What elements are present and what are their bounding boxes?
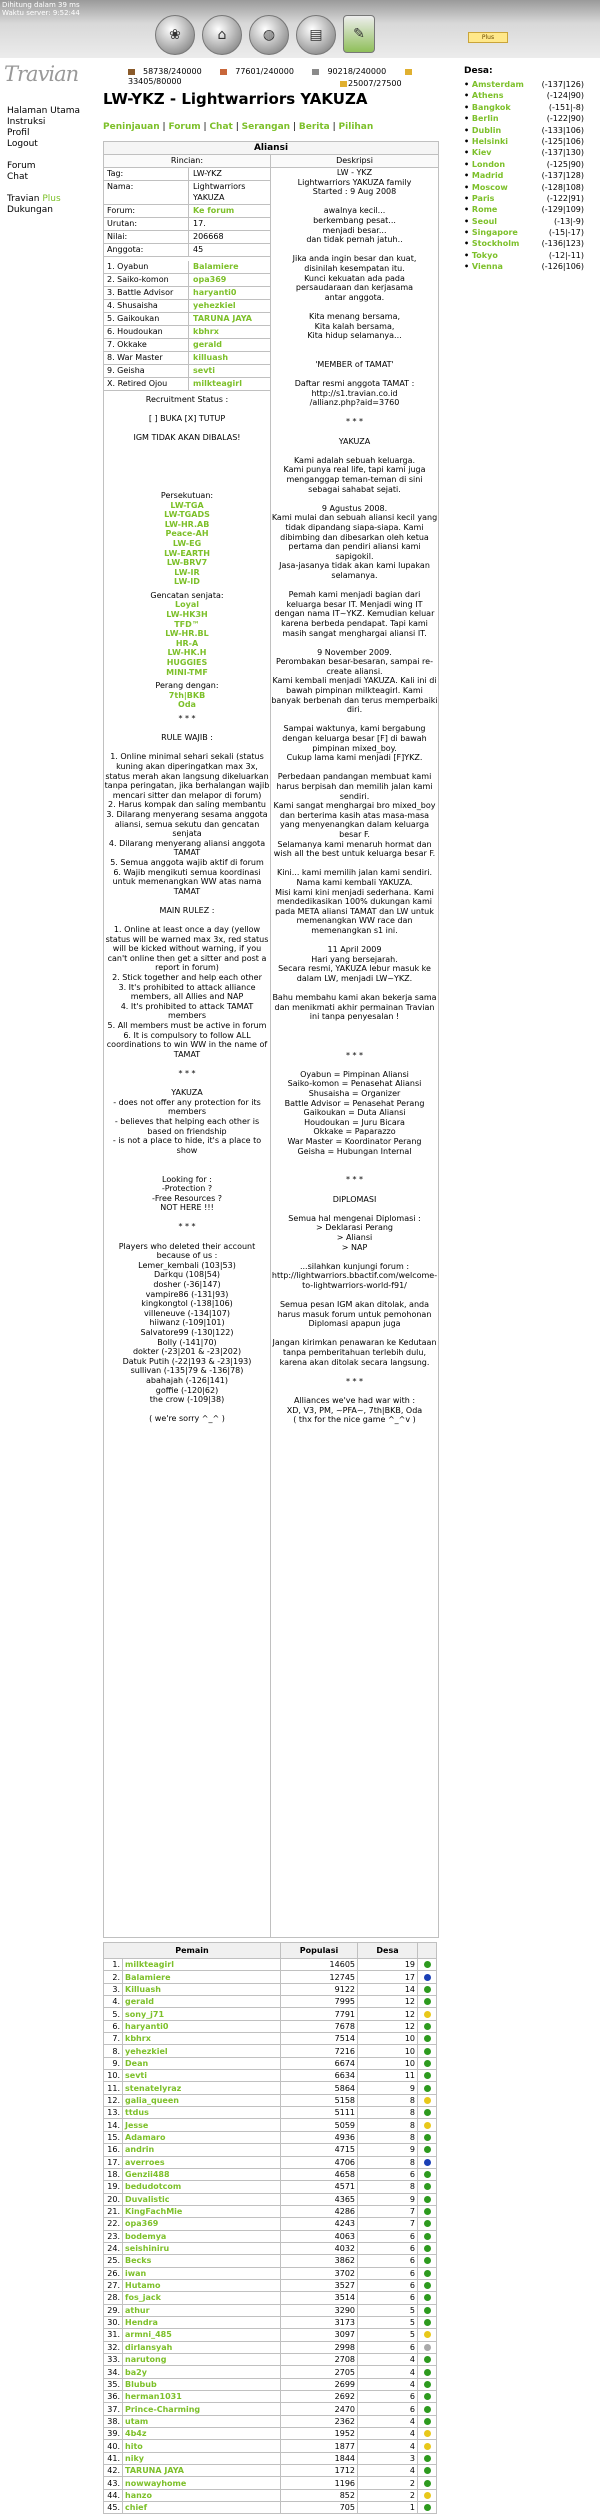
table-row: 25. Becks 3862 6 — [104, 2255, 437, 2267]
nav-icons — [155, 15, 375, 55]
table-row: 38. utam 2362 4 — [104, 2415, 437, 2427]
generation-time: Dihitung dalam 39 ms Waktu server: 9:52:44 — [2, 1, 80, 17]
status-dot-icon — [424, 2048, 431, 2055]
player-link[interactable]: stenatelyraz — [123, 2082, 281, 2094]
table-row: 37. Prince-Charming 2470 6 — [104, 2403, 437, 2415]
player-link[interactable]: yehezkiel — [123, 2045, 281, 2057]
role-row: X. Retired Ojou milkteagirl — [104, 378, 270, 391]
village-link[interactable]: • Madrid — [464, 170, 503, 181]
village-item[interactable] — [464, 113, 584, 124]
village-coords: (-122|91) — [546, 193, 584, 203]
table-row: 42. TARUNA JAYA 1712 4 — [104, 2465, 437, 2477]
table-row: 1. milkteagirl 14605 19 — [104, 1959, 437, 1971]
player-header: Pemain — [104, 1943, 281, 1959]
table-row: 35. Blubub 2699 4 — [104, 2378, 437, 2390]
player-link[interactable]: galia_queen — [123, 2094, 281, 2106]
table-row: 40. hito 1877 4 — [104, 2440, 437, 2452]
reports-icon[interactable]: ✎ — [343, 15, 375, 53]
confed-link[interactable]: LW-EG — [172, 538, 202, 548]
village-coords: (-133|106) — [541, 125, 584, 135]
village-item[interactable] — [464, 227, 584, 238]
confed-link[interactable]: LW-ID — [174, 577, 200, 587]
alliance-profile-table — [103, 141, 439, 1938]
player-link[interactable]: sevti — [123, 2070, 281, 2082]
status-dot-icon — [424, 2109, 431, 2116]
player-link[interactable]: Adamaro — [123, 2131, 281, 2143]
status-dot-icon — [424, 2146, 431, 2153]
player-link[interactable]: utam — [123, 2415, 281, 2427]
clay-icon — [220, 69, 227, 75]
info-row: Anggota: 45 — [104, 244, 270, 257]
village-link[interactable]: • Singapore — [464, 227, 518, 238]
table-row: 22. opa369 4243 7 — [104, 2218, 437, 2230]
war-link[interactable]: 7th|BKB — [168, 690, 206, 700]
table-row: 8. yehezkiel 7216 10 — [104, 2045, 437, 2057]
status-dot-icon — [424, 2480, 431, 2487]
consumption-icon — [340, 81, 347, 87]
table-row: 45. chief 705 1 — [104, 2502, 437, 2514]
table-row: 16. andrin 4715 9 — [104, 2144, 437, 2156]
nap-link[interactable]: LW-HR.BL — [165, 629, 209, 639]
player-link[interactable]: gerald — [123, 1996, 281, 2008]
tab-news[interactable]: Berita — [298, 122, 330, 132]
role-player-link[interactable]: Balamiere — [193, 262, 239, 271]
nap-link[interactable]: LW-HK.H — [167, 648, 207, 658]
status-dot-icon — [424, 1974, 431, 1981]
player-link[interactable]: Duvalistic — [123, 2193, 281, 2205]
village-overview-icon[interactable]: ❀ — [155, 15, 195, 55]
village-link[interactable]: • Berlin — [464, 113, 499, 124]
tab-attacks[interactable]: Serangan — [241, 122, 291, 132]
village-link[interactable]: • London — [464, 159, 505, 170]
table-row: 33. narutong 2708 4 — [104, 2354, 437, 2366]
status-dot-icon — [424, 2430, 431, 2437]
role-player-link[interactable]: haryanti0 — [193, 288, 237, 297]
recruitment-status: Recruitment Status : [ ] BUKA [X] TUTUP IGM TIDAK AKAN DIBALAS! Persekutuan: — [133, 395, 241, 500]
village-link[interactable]: • Paris — [464, 193, 494, 204]
status-dot-icon — [424, 2393, 431, 2400]
role-player-link[interactable]: milkteagirl — [193, 379, 242, 388]
village-coords: (-124|90) — [546, 91, 584, 101]
map-icon[interactable]: ◍ — [249, 15, 289, 55]
player-link[interactable]: Dean — [123, 2057, 281, 2069]
role-row: 8. War Master killuash — [104, 352, 270, 365]
player-link[interactable]: narutong — [123, 2354, 281, 2366]
village-coords: (-12|-11) — [548, 250, 584, 260]
status-dot-icon — [424, 2455, 431, 2462]
wood-amount: 58738/240000 — [143, 67, 202, 76]
village-link[interactable]: • Moscow — [464, 182, 508, 193]
plus-button[interactable]: Plus — [468, 32, 508, 43]
village-item[interactable] — [464, 250, 584, 261]
status-dot-icon — [424, 2122, 431, 2129]
wood-icon — [128, 69, 135, 75]
menu-logout[interactable]: Logout — [7, 139, 38, 149]
status-dot-icon — [424, 1986, 431, 1993]
player-link[interactable]: Hutamo — [123, 2279, 281, 2291]
table-row: 11. stenatelyraz 5864 9 — [104, 2082, 437, 2094]
table-row: 4. gerald 7995 12 — [104, 1996, 437, 2008]
nap-link[interactable]: MINI-TMF — [166, 667, 208, 677]
status-dot-icon — [424, 2208, 431, 2215]
village-item[interactable] — [464, 159, 584, 170]
table-row: 18. Genzii488 4658 6 — [104, 2168, 437, 2180]
table-row: 24. seishiniru 4032 6 — [104, 2242, 437, 2254]
nap-link[interactable]: Loyal — [175, 600, 199, 610]
table-row: 41. niky 1844 3 — [104, 2452, 437, 2464]
village-link[interactable]: • Bangkok — [464, 102, 511, 113]
role-player-link[interactable]: TARUNA JAYA — [193, 314, 252, 323]
player-link[interactable]: Genzii488 — [123, 2168, 281, 2180]
table-row: 15. Adamaro 4936 8 — [104, 2131, 437, 2143]
nap-link[interactable]: HR-A — [175, 638, 199, 648]
village-coords: (-151|-8) — [548, 102, 584, 112]
status-dot-icon — [424, 1961, 431, 1968]
player-link[interactable]: bedudotcom — [123, 2181, 281, 2193]
village-item[interactable] — [464, 79, 584, 90]
status-dot-icon — [424, 2183, 431, 2190]
menu-instructions[interactable]: Instruksi — [7, 117, 46, 127]
forum-link[interactable]: Ke forum — [193, 206, 235, 215]
crop-amount: 33405/80000 — [128, 77, 182, 86]
table-row: 43. nowwayhome 1196 2 — [104, 2477, 437, 2489]
statistics-icon[interactable]: ▤ — [296, 15, 336, 55]
war-list — [104, 691, 270, 710]
role-player-link[interactable]: yehezkiel — [193, 301, 236, 310]
info-row: Tag: LW-YKZ — [104, 168, 270, 181]
table-row: 21. KingFachMie 4286 7 — [104, 2205, 437, 2217]
iron-amount: 90218/240000 — [327, 67, 387, 76]
village-link[interactable]: • Seoul — [464, 216, 497, 227]
player-link[interactable]: KingFachMie — [123, 2205, 281, 2217]
status-dot-icon — [424, 2245, 431, 2252]
player-link[interactable]: hito — [123, 2440, 281, 2452]
table-row: 5. sony_j71 7791 12 — [104, 2008, 437, 2020]
status-dot-icon — [424, 2011, 431, 2018]
village-item[interactable] — [464, 193, 584, 204]
status-dot-icon — [424, 2035, 431, 2042]
table-row: 19. bedudotcom 4571 8 — [104, 2181, 437, 2193]
player-link[interactable]: sony_j71 — [123, 2008, 281, 2020]
village-coords: (-13|-9) — [554, 216, 584, 226]
player-link[interactable]: Jesse — [123, 2119, 281, 2131]
table-row: 10. sevti 6634 11 — [104, 2070, 437, 2082]
info-row: Forum: Ke forum — [104, 205, 270, 218]
table-row: 39. 4b4z 1952 4 — [104, 2428, 437, 2440]
table-row: 31. armni_485 3097 5 — [104, 2329, 437, 2341]
status-dot-icon — [424, 2097, 431, 2104]
village-link[interactable]: • Stockholm — [464, 238, 519, 249]
status-dot-icon — [424, 2220, 431, 2227]
nap-link[interactable]: HUGGIES — [166, 658, 208, 668]
status-dot-icon — [424, 2282, 431, 2289]
table-row: 34. ba2y 2705 4 — [104, 2366, 437, 2378]
village-coords: (-15|-17) — [548, 228, 584, 238]
village-list — [464, 66, 584, 273]
village-coords: (-137|126) — [541, 80, 584, 89]
nap-title: Gencatan senjata: — [150, 590, 224, 600]
village-link[interactable]: • Dublin — [464, 125, 501, 136]
tab-options[interactable]: Pilihan — [338, 122, 374, 132]
village-item[interactable] — [464, 90, 584, 101]
player-link[interactable]: iwan — [123, 2267, 281, 2279]
village-coords: (-137|130) — [541, 148, 584, 158]
role-row: 3. Battle Advisor haryanti0 — [104, 287, 270, 300]
confed-link[interactable]: LW-TGADS — [164, 510, 210, 520]
clay-amount: 77601/240000 — [235, 67, 294, 76]
status-dot-icon — [424, 2307, 431, 2314]
alliance-details — [104, 168, 270, 1424]
confed-link[interactable]: LW-HR.AB — [164, 519, 210, 529]
table-row: 44. hanzo 852 2 — [104, 2489, 437, 2501]
role-row: 9. Geisha sevti — [104, 365, 270, 378]
player-link[interactable]: opa369 — [123, 2218, 281, 2230]
confed-link[interactable]: LW-TGA — [170, 500, 204, 510]
confederation-list — [104, 501, 270, 587]
status-dot-icon — [424, 2023, 431, 2030]
player-link[interactable]: Becks — [123, 2255, 281, 2267]
tab-overview[interactable]: Peninjauan — [103, 122, 160, 132]
war-title: Perang dengan: — [155, 681, 219, 691]
status-dot-icon — [424, 2369, 431, 2376]
village-coords: (-137|128) — [541, 171, 584, 181]
table-row: 28. fos_jack 3514 6 — [104, 2292, 437, 2304]
status-dot-icon — [424, 2294, 431, 2301]
top-navigation-bar — [0, 0, 600, 58]
village-link[interactable]: • Amsterdam — [464, 79, 524, 90]
village-item[interactable] — [464, 261, 584, 272]
alliance-rules: * * * RULE WAJIB : 1. Online minimal sehari sekali (status kuning akan diperingatkan max 3x, status merah akan langsung dikeluarkan tanpa peringatan, jika berhalangan wajib mencari sitter dan melapor di forum) 2. Harus kompak dan saling membantu 3. Dilarang menyerang sesama anggota aliansi, semua sekutu dan gencatan senjata 4. Dilarang menyerang aliansi anggota TAMAT 5. Semua anggota wajib aktif di forum 6. Wajib mengikuti semua koordinasi untuk memenangkan WW atas nama TAMAT MAIN RULEZ : 1. Online at least once a day (yellow status will be warned max 3x, red status will be kicked without warning, if you can't online then get a sitter and post a report in forum) 2. Stick together and help each other 3. It's prohibited to attack alliance members, all Allies and NAP 4. It's prohibited to attack TAMAT members 5. All members must be active in forum 6. It is compulsory to follow ALL coordinations to win WW in the name of TAMAT * * * YAKUZA - does not offer any protection for its members - believes that helping each other is based on friendship - is not a place to hide, it's a place to show Looking for : -Protection ? -Free Resources ? NOT HERE !!! * * * Players who deleted their account because of us : Lemer_kembali (103|53) Darkqu (108|54) dosher (-36|147) vampire86 (-131|93) kingkongtol (-138|106) villeneuve (-134|107) hiiwanz (-109|101) Salvatore99 (-130|122) Bolly (-141|70) dokter (-23|201 & -23|202) Datuk Putih (-22|193 & -23|193) sullivan (-135|79 & -136|78) abahajah (-126|141) goffie (-120|62) the crow (-109|38) ( we're sorry ^_^ ) — [104, 714, 270, 1424]
status-dot-icon — [424, 2492, 431, 2499]
tab-chat[interactable]: Chat — [209, 122, 233, 132]
alliance-tabs: Peninjauan | Forum | Chat | Serangan | Berita | Pilihan — [103, 122, 374, 132]
player-link[interactable]: herman1031 — [123, 2391, 281, 2403]
village-coords: (-136|123) — [541, 239, 584, 249]
table-row: 3. Killuash 9122 14 — [104, 1983, 437, 1995]
player-link[interactable]: kbhrx — [123, 2033, 281, 2045]
village-item[interactable] — [464, 147, 584, 158]
status-dot-icon — [424, 2467, 431, 2474]
menu-travian-plus[interactable]: Travian Plus — [7, 194, 61, 204]
role-row: 4. Shusaisha yehezkiel — [104, 300, 270, 313]
player-link[interactable]: TARUNA JAYA — [123, 2465, 281, 2477]
iron-icon — [312, 69, 319, 75]
population-header: Populasi — [281, 1943, 358, 1959]
status-dot-icon — [424, 2085, 431, 2092]
table-row: 7. kbhrx 7514 10 — [104, 2033, 437, 2045]
menu-chat[interactable]: Chat — [7, 172, 29, 182]
player-link[interactable]: ttdus — [123, 2107, 281, 2119]
left-menu — [7, 106, 80, 216]
table-row: 12. galia_queen 5158 8 — [104, 2094, 437, 2106]
status-dot-icon — [424, 2171, 431, 2178]
table-row: 17. averroes 4706 8 — [104, 2156, 437, 2168]
role-row: 7. Okkake gerald — [104, 339, 270, 352]
confed-link[interactable]: Peace-AH — [165, 529, 209, 539]
player-link[interactable]: bodemya — [123, 2230, 281, 2242]
player-link[interactable]: 4b4z — [123, 2428, 281, 2440]
status-dot-icon — [424, 2196, 431, 2203]
war-link[interactable]: Oda — [178, 700, 196, 710]
village-link[interactable]: • Rome — [464, 204, 497, 215]
details-header: Rincian: — [104, 155, 271, 167]
info-row: Nama: Lightwarriors YAKUZA — [104, 181, 270, 205]
village-link[interactable]: • Vienna — [464, 261, 503, 272]
role-player-link[interactable]: kbhrx — [193, 327, 219, 336]
table-row: 9. Dean 6674 10 — [104, 2057, 437, 2069]
role-player-link[interactable]: sevti — [193, 366, 215, 375]
status-dot-icon — [424, 2257, 431, 2264]
status-dot-icon — [424, 2319, 431, 2326]
village-coords: (-125|106) — [541, 136, 584, 146]
village-coords: (-129|109) — [541, 205, 584, 215]
player-link[interactable]: armni_485 — [123, 2329, 281, 2341]
player-link[interactable]: Hendra — [123, 2316, 281, 2328]
village-coords: (-126|106) — [541, 262, 584, 272]
player-link[interactable]: niky — [123, 2452, 281, 2464]
player-link[interactable]: andrin — [123, 2144, 281, 2156]
player-link[interactable]: hanzo — [123, 2489, 281, 2501]
player-link[interactable]: nowwayhome — [123, 2477, 281, 2489]
alliance-roles — [104, 261, 270, 391]
table-row: 2. Balamiere 12745 17 — [104, 1971, 437, 1983]
player-link[interactable]: ba2y — [123, 2366, 281, 2378]
player-link[interactable]: milkteagirl — [123, 1959, 281, 1971]
village-coords: (-128|108) — [541, 182, 584, 192]
village-item[interactable] — [464, 102, 584, 113]
village-coords: (-125|90) — [546, 159, 584, 169]
table-row: 36. herman1031 2692 6 — [104, 2391, 437, 2403]
table-row: 13. ttdus 5111 8 — [104, 2107, 437, 2119]
status-dot-icon — [424, 2443, 431, 2450]
role-row: 1. Oyabun Balamiere — [104, 261, 270, 274]
table-row: 23. bodemya 4063 6 — [104, 2230, 437, 2242]
player-link[interactable]: dirlansyah — [123, 2341, 281, 2353]
village-item[interactable] — [464, 216, 584, 227]
status-dot-icon — [424, 1998, 431, 2005]
table-row: 14. Jesse 5059 8 — [104, 2119, 437, 2131]
player-link[interactable]: Blubub — [123, 2378, 281, 2390]
status-dot-icon — [424, 2134, 431, 2141]
village-item[interactable] — [464, 125, 584, 136]
alliance-description: LW - YKZ Lightwarriors YAKUZA family Started : 9 Aug 2008 awalnya kecil... berkembang pesat... menjadi besar... dan tidak pernah jatuh.. Jika anda ingin besar dan kuat, disinilah kesempatan itu. Kunci kekuatan ada pada persaudaraan dan kerjasama antar anggota. Kita menang bersama, Kita kalah bersama, Kita hidup selamanya... 'MEMBER of TAMAT' Daftar resmi anggota TAMAT : http://s1.travian.co.id /allianz.php?aid=3760 * * * YAKUZA Kami adalah sebuah keluarga. Kami punya real life, tapi kami juga menganggap teman-teman di sini sebagai sahabat sejati. 9 Agustus 2008. Kami mulai dan sebuah aliansi kecil yang tidak dipandang siapa-siapa. Kami dibimbing dan dibesarkan oleh ketua pertama dan pendiri aliansi kami sapigokil. Jasa-jasanya tidak akan kami lupakan selamanya. Pemah kami menjadi bagian dari keluarga besar IT. Menjadi wing IT dengan nama IT~YKZ. Kemudian keluar karena berbeda pendapat. Tapi kami masih sangat menghargai aliansi IT. 9 November 2009. Perombakan besar-besaran, sampai re-create aliansi. Kami kembali menjadi YAKUZA. Kali ini di bawah pimpinan milkteagirl. Kami banyak berbenah dan terus memperbaiki diri. Sampai waktunya, kami bergabung dengan keluarga besar [F] di bawah pimpinan mixed_boy. Cukup lama kami menjadi [F]YKZ. Perbedaan pandangan membuat kami harus berpisah dan memilih jalan kami sendiri. Kami sangat menghargai bro mixed_boy dan berterima kasih atas masa-masa yang menyenangkan dalam keluarga besar F. Selamanya kami menaruh hormat dan wish all the best untuk keluarga besar F. Kini... kami memilih jalan kami sendiri. Nama kami kembali YAKUZA. Misi kami kini menjadi sederhana. Kami mendedikasikan 100% dukungan kami pada META aliansi TAMAT dan LW untuk memenangkan WW race dan memenangkan s1 ini. 11 April 2009 Hari yang bersejarah. Secara resmi, YAKUZA lebur masuk ke dalam LW, menjadi LW~YKZ. Bahu membahu kami akan bekerja sama dan menikmati akhir permainan Travian ini tanpa penyesalan ! * * * Oyabun = Pimpinan Aliansi Saiko-komon = Penasehat Aliansi Shusaisha = Organizer Battle Advisor = Penasehat Perang Gaikoukan = Duta Aliansi Houdoukan = Juru Bicara Okkake = Paparazzo War Master = Koordinator Perang Geisha = Hubungan Internal * * * DIPLOMASI Semua hal mengenai Diplomasi : > Deklarasi Perang > Aliansi > NAP ...silahkan kunjungi forum : http://lightwarriors.bbactif.com/welcome-to-lightwarriors-world-f91/ Semua pesan IGM akan ditolak, anda harus masuk forum untuk pemohonan Diplomasi apapun juga Jangan kirimkan penawaran ke Kedutaan tanpa pemberitahuan terlebih dulu, karena akan ditolak secara langsung. * * * Alliances we've had war with : XD, V3, PM, ~PFA~, 7th|BKB, Oda ( thx for the nice game ^_^v ) — [270, 168, 438, 1937]
role-player-link[interactable]: gerald — [193, 340, 222, 349]
village-link[interactable]: • Helsinki — [464, 136, 508, 147]
table-row: 29. athur 3290 5 — [104, 2304, 437, 2316]
player-link[interactable]: haryanti0 — [123, 2020, 281, 2032]
info-row: Nilai: 206668 — [104, 231, 270, 244]
player-link[interactable]: chief — [123, 2502, 281, 2514]
village-item[interactable] — [464, 238, 584, 249]
villages-header: Desa — [358, 1943, 418, 1959]
status-dot-icon — [424, 2270, 431, 2277]
village-list-title: Desa: — [464, 66, 493, 76]
player-link[interactable]: Killuash — [123, 1983, 281, 1995]
role-player-link[interactable]: opa369 — [193, 275, 227, 284]
nap-link[interactable]: LW-HK3H — [166, 610, 208, 620]
page-title: LW-YKZ - Lightwarriors YAKUZA — [103, 90, 368, 108]
confed-link[interactable]: LW-EARTH — [164, 548, 210, 558]
status-dot-icon — [424, 2356, 431, 2363]
village-coords: (-122|90) — [546, 114, 584, 124]
info-row: Urutan: 17. — [104, 218, 270, 231]
role-player-link[interactable]: killuash — [193, 353, 229, 362]
status-dot-icon — [424, 2159, 431, 2166]
role-row: 2. Saiko-komon opa369 — [104, 274, 270, 287]
status-dot-icon — [424, 2233, 431, 2240]
status-dot-icon — [424, 2381, 431, 2388]
player-link[interactable]: athur — [123, 2304, 281, 2316]
description-header: Deskripsi — [336, 156, 373, 165]
player-link[interactable]: Balamiere — [123, 1971, 281, 1983]
status-dot-icon — [424, 2072, 431, 2079]
status-dot-icon — [424, 2331, 431, 2338]
player-link[interactable]: seishiniru — [123, 2242, 281, 2254]
nap-list — [104, 600, 270, 677]
status-dot-icon — [424, 2060, 431, 2067]
village-item[interactable] — [464, 136, 584, 147]
table-row: 27. Hutamo 3527 6 — [104, 2279, 437, 2291]
village-item[interactable] — [464, 170, 584, 181]
role-row: 6. Houdoukan kbhrx — [104, 326, 270, 339]
village-center-icon[interactable]: ⌂ — [202, 15, 242, 55]
table-row: 20. Duvalistic 4365 9 — [104, 2193, 437, 2205]
player-link[interactable]: Prince-Charming — [123, 2403, 281, 2415]
village-link[interactable]: • Athens — [464, 90, 504, 101]
menu-support[interactable]: Dukungan — [7, 205, 53, 215]
menu-profile[interactable]: Profil — [7, 128, 30, 138]
village-link[interactable]: • Kiev — [464, 147, 492, 158]
table-row: 6. haryanti0 7678 12 — [104, 2020, 437, 2032]
confed-link[interactable]: LW-BRV7 — [166, 558, 208, 568]
status-dot-icon — [424, 2504, 431, 2511]
player-link[interactable]: fos_jack — [123, 2292, 281, 2304]
role-row: 5. Gaikoukan TARUNA JAYA — [104, 313, 270, 326]
crop-icon — [405, 69, 412, 75]
player-link[interactable]: averroes — [123, 2156, 281, 2168]
village-link[interactable]: • Tokyo — [464, 250, 498, 261]
alliance-header: Aliansi — [104, 142, 438, 155]
table-row: 26. iwan 3702 6 — [104, 2267, 437, 2279]
table-row: 30. Hendra 3173 5 — [104, 2316, 437, 2328]
status-dot-icon — [424, 2406, 431, 2413]
status-dot-icon — [424, 2418, 431, 2425]
nap-link[interactable]: TFD™ — [174, 619, 200, 629]
tab-forum[interactable]: Forum — [168, 122, 201, 132]
travian-logo[interactable]: Travian — [4, 62, 79, 86]
members-table — [103, 1942, 437, 2514]
confed-link[interactable]: LW-IR — [174, 567, 200, 577]
menu-forum[interactable]: Forum — [7, 161, 36, 171]
village-item[interactable] — [464, 182, 584, 193]
table-row: 32. dirlansyah 2998 6 — [104, 2341, 437, 2353]
crop-consumption: 25007/27500 — [340, 79, 402, 88]
menu-home[interactable]: Halaman Utama — [7, 106, 81, 116]
village-item[interactable] — [464, 204, 584, 215]
